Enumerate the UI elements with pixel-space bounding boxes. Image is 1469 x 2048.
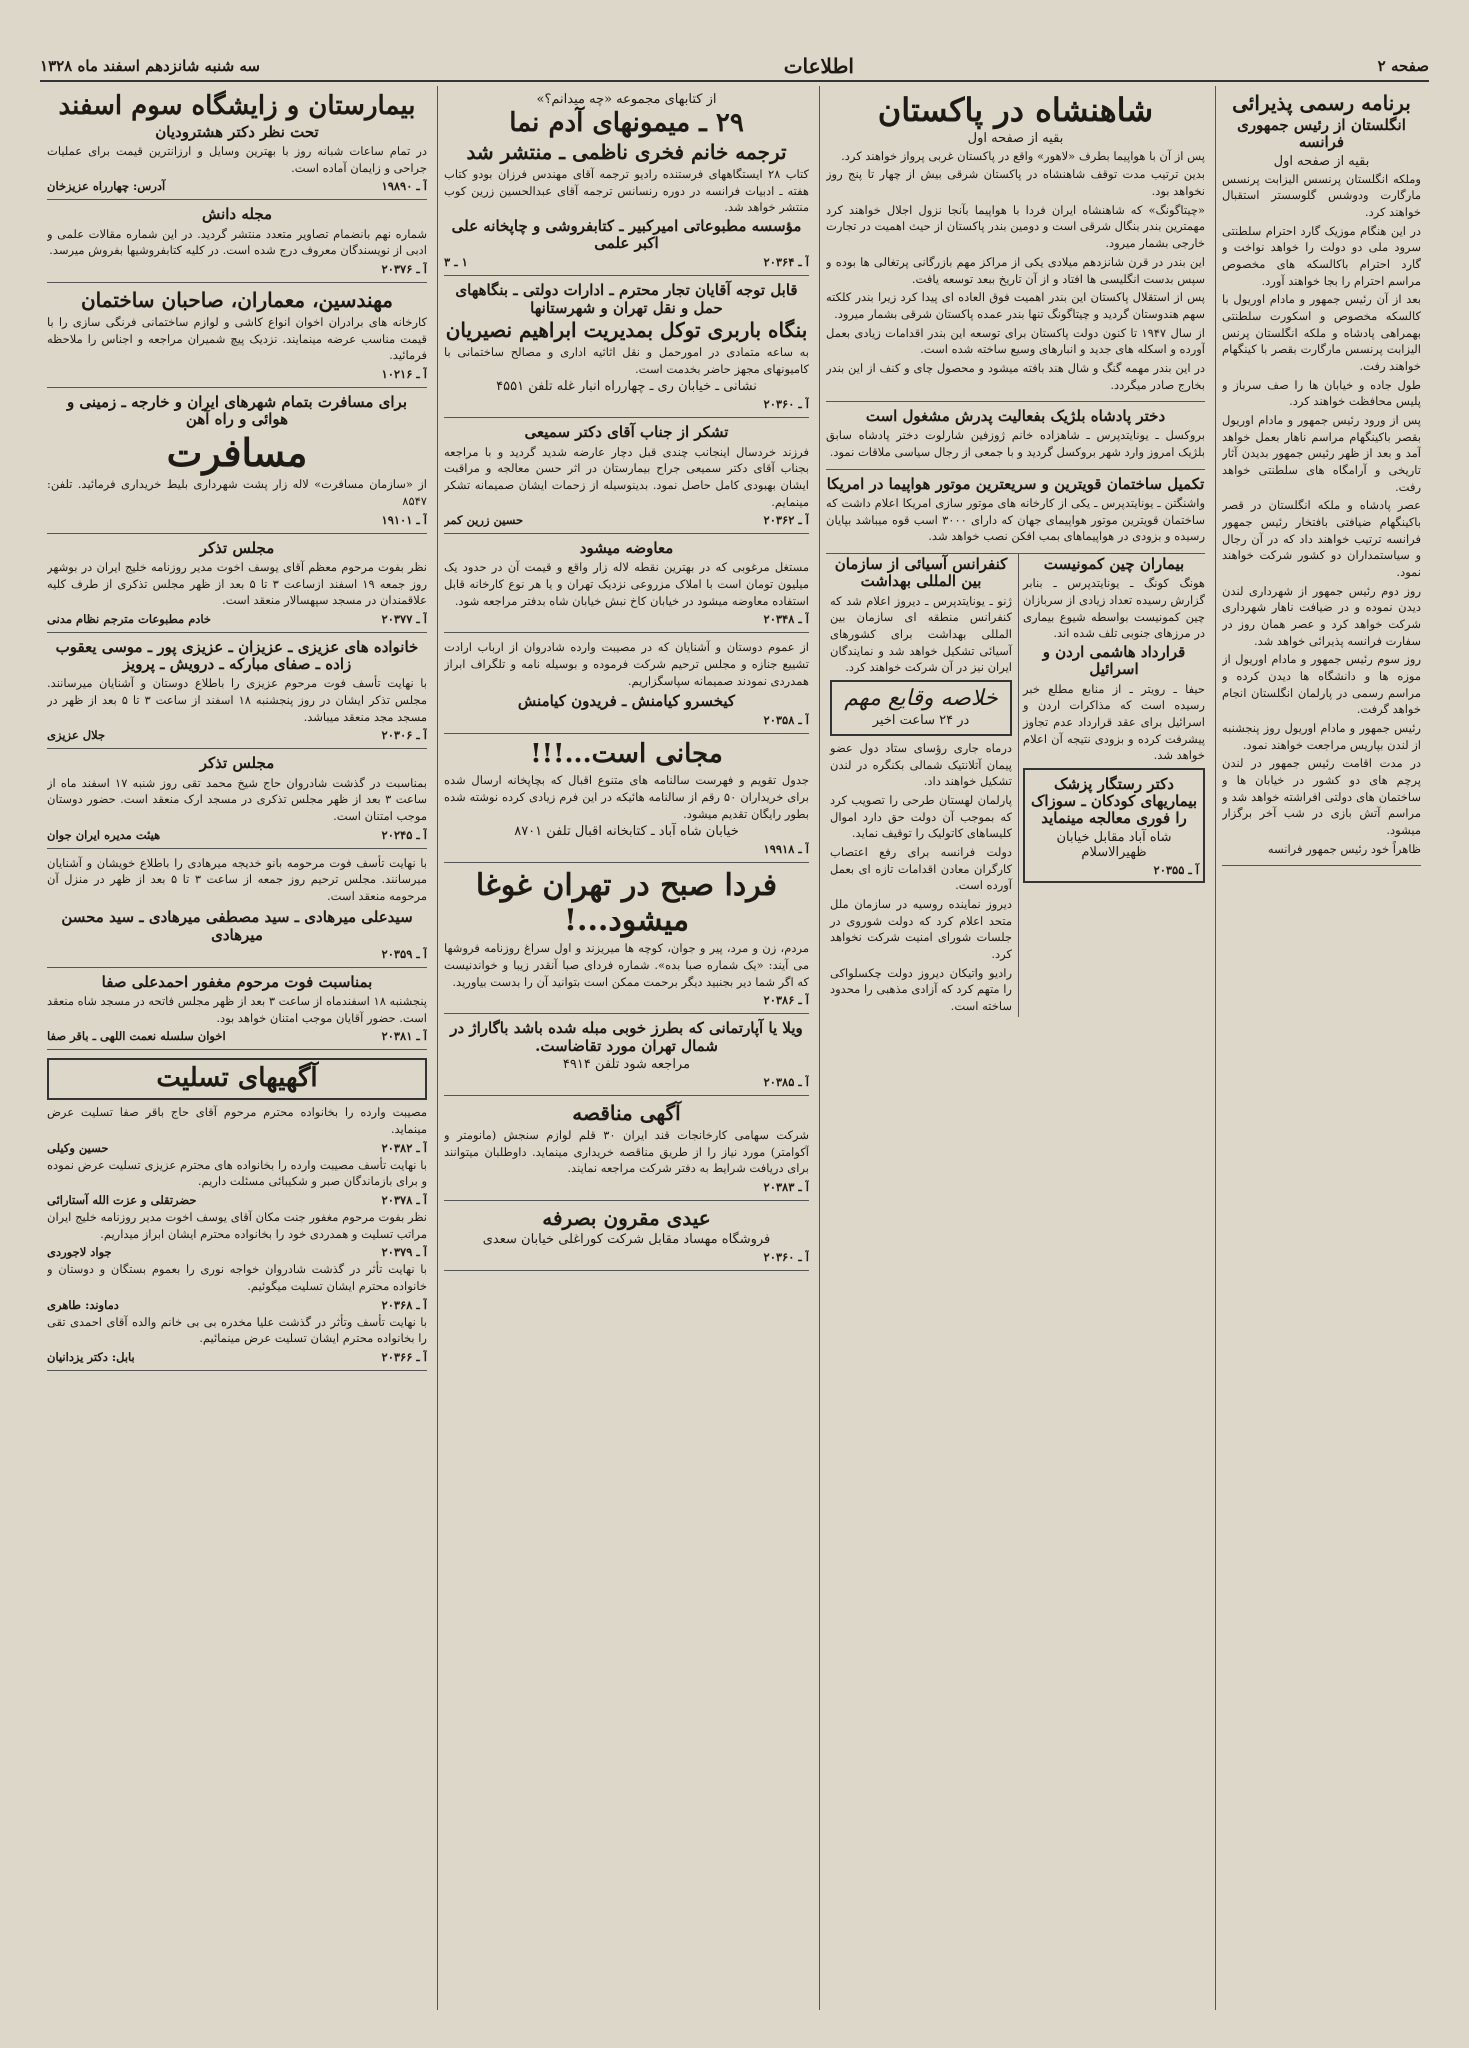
- saba-ad: [444, 863, 809, 1014]
- ad-code: آ ـ ۲۰۳۶۲ حسین زرین کمر: [444, 513, 809, 528]
- travel-ad: [47, 388, 427, 534]
- paragraph: عصر پادشاه و ملکه انگلستان در قصر باکینگهام ضیافتی بافتخار رئیس جمهور فرانسه ترتیب خواهند داد که در آن رجال و سیاستمداران دو کشور شرکت خواهند نمود.: [1222, 498, 1421, 579]
- paragraph: کتاب ۲۸ ایستگاههای فرستنده رادیو ترجمه آقای مهندس فرزان بودو کتاب هفته ـ ادبیات فرانسه در دوره رنسانس ترجمه آقای عبدالحسین زرین کوب منتشر خواهد شد.: [444, 166, 809, 215]
- article-title: دختر پادشاه بلژیک بفعالیت پدرش مشغول است: [865, 407, 1166, 426]
- brief-title: قرارداد هاشمی اردن و اسرائیل: [1042, 643, 1186, 679]
- ad-title: مهندسین، معماران، صاحبان ساختمان: [80, 288, 394, 313]
- ad-code: آ ـ ۲۰۳۶۴ ۱ ـ ۳: [444, 255, 809, 270]
- belgium-article: [826, 402, 1205, 470]
- signature: کیخسرو کیامنش ـ فریدون کیامنش: [517, 692, 736, 711]
- paragraph: ژنو ـ یونایتدپرس ـ دیروز اعلام شد که کنفرانس منطقه ای سازمان بین المللی بهداشت برای کشورهای آسیائی تشکیل خواهد شد و نمایندگان ایران نیز در آن شرکت خواهند کرد.: [830, 593, 1012, 675]
- brief-column-left: [826, 554, 1012, 1017]
- condolence-thanks: [444, 633, 809, 734]
- summary-box: [830, 680, 1012, 736]
- paragraph: «چیتاگونگ» که شاهنشاه ایران فردا با هواپیما بآنجا نزول اجلال خواهند کرد مهمترین بندر بنگال شرقی است و دومین بندر پاکستان از حیث اهمیت در تجارت خارجی بشمار میرود.: [826, 202, 1205, 251]
- paragraph: واشنگتن ـ یونایتدپرس ـ یکی از کارخانه های موتور سازی امریکا اعلام داشت که ساختمان قویترین موتور هواپیمای جهان که دارای ۳۰۰۰ اسب قوه میباشد بپایان رسیده و بزودی در هواپیماهای بمب افکن نصب خواهد شد.: [826, 496, 1205, 544]
- paragraph: با نهایت تأثر در گذشت شادروان خواجه نوری را بعموم بستگان و دوستان و خانواده محترم ایشان تسلیت میگوئیم.: [47, 1262, 427, 1293]
- ad-code: آ ـ ۲۰۳۸۵: [763, 1074, 809, 1089]
- ad-headline: مجانی است...!!!: [530, 739, 723, 770]
- book-ad: [444, 86, 809, 276]
- ad-code: آ ـ ۲۰۳۰۶ جلال عزیزی: [47, 728, 427, 743]
- paragraph: بدین ترتیب مدت توقف شاهنشاه در پاکستان شرقی بیش از چهار تا پنج روز نخواهد بود.: [826, 167, 1205, 199]
- ad-title: خانواده های عزیزی ـ عزیزان ـ عزیزی پور ـ موسی یعقوب زاده ـ صفای مبارکه ـ درویش ـ پرویز: [55, 637, 419, 674]
- paragraph: پنجشنبه ۱۸ اسفندماه از ساعت ۳ بعد از ظهر مجلس فاتحه در مسجد شاه منعقد است. حضور آقایان موجب امتنان خواهد بود.: [47, 993, 427, 1025]
- paragraph: مصیبت وارده را بخانواده محترم مرحوم آقای حاج باقر صفا تسلیت عرض مینماید.: [47, 1105, 427, 1136]
- ad-code: آ ـ ۲۰۳۷۹ جواد لاجوردی: [47, 1245, 427, 1260]
- ad-title: دکتر رستگار پزشک بیماریهای کودکان ـ سوزاک را فوری معالجه مینماید: [1030, 774, 1198, 828]
- paper-name: اطلاعات: [783, 54, 854, 78]
- ad-address: خیابان شاه آباد ـ کتابخانه اقبال تلفن ۸۷۰۱: [514, 824, 739, 840]
- ad-address: فروشگاه مهساد مقابل شرکت کوراغلی خیابان سعدی: [482, 1231, 771, 1247]
- eid-ad: [444, 1201, 809, 1271]
- paragraph: بمناسبت در گذشت شادروان حاج شیخ محمد تقی روز شنبه ۱۷ اسفند ماه از ساعت ۳ بعد از ظهر مجلس تذکری در مسجد ارک منعقد است. حضور دوستان موجب امتنان است.: [47, 775, 427, 823]
- ad-address: شاه آباد مقابل خیابان ظهیرالاسلام: [1056, 829, 1172, 860]
- summary-subtitle: در ۲۴ ساعت اخیر: [872, 712, 970, 728]
- paragraph: روز سوم رئیس جمهور و مادام اوریول از موزه ها و دانشگاه ها دیدن کرده و مراسم رسمی در پارلمان انگلستان انجام خواهد گرفت.: [1222, 652, 1421, 717]
- ad-title: مجلس تذکر: [199, 538, 275, 557]
- ad-code: آ ـ ۲۰۳۴۸: [763, 612, 809, 627]
- paragraph: نظر بفوت مرحوم مغفور جنت مکان آقای یوسف اخوت مدیر روزنامه خلیج ایران مراتب تسلیت و همدردی خود را بخانواده محترم ایشان ابراز میداریم.: [47, 1209, 427, 1241]
- paragraph: طول جاده و خیابان ها را صف سرباز و پلیس محافظت خواهند کرد.: [1222, 377, 1421, 409]
- paragraph: در این هنگام موزیک گارد احترام سلطنتی سرود ملی دو دولت را خواهد نواخت و گارد احترام باکالسکه های مخصوص مراسم احترام را بجا خواهند آورد.: [1222, 223, 1421, 288]
- column-ads-center: [437, 86, 815, 2010]
- paragraph: کارخانه های برادران اخوان انواع کاشی و لوازم ساختمانی فرنگی سازی را با قیمت مناسب عرضه مینمایند. نزدیک پیچ شمیران مراجعه و اجناس را ملاحظه فرمائید.: [47, 315, 427, 363]
- masthead: [40, 52, 1429, 82]
- continued-note: بقیه از صفحه اول: [1273, 153, 1370, 169]
- ad-title: عیدی مقرون بصرفه: [542, 1205, 711, 1230]
- ad-code: آ ـ ۲۰۳۷۶: [381, 262, 427, 277]
- paragraph: وملکه انگلستان پرنسس الیزابت پرنسس مارگارت ودوشس گلوسستر استقبال خواهند کرد.: [1222, 171, 1421, 219]
- issue-date: سه شنبه شانزدهم اسفند ماه ۱۳۲۸: [40, 57, 260, 75]
- ad-code: آ ـ ۲۰۳۸۶: [763, 993, 809, 1008]
- ad-title: بمناسبت فوت مرحوم مغفور احمدعلی صفا: [101, 972, 373, 991]
- villa-ad: [444, 1014, 809, 1096]
- paragraph: پس از استقلال پاکستان این بندر اهمیت فوق العاده ای پیدا کرد زیرا بندر کلکته سهم هندوستان گردید و چیتاگونگ تنها بندر عمده پاکستان شرقی بشمار میرود.: [826, 290, 1205, 321]
- journal-ad: [47, 200, 427, 283]
- hospital-ad: [47, 86, 427, 200]
- ad-headline: بیمارستان و زایشگاه سوم اسفند: [58, 91, 416, 121]
- paragraph: شرکت سهامی کارخانجات قند ایران ۳۰ قلم لوازم سنجش (مانومتر و آکوامتر) مورد نیاز را از طریق مناقصه خریداری مینماید. داوطلبان میتوانند برای دریافت شرایط به دفتر شرکت مراجعه نمایند.: [444, 1127, 809, 1176]
- paragraph: هونگ کونگ ـ یونایتدپرس ـ بنابر گزارش رسیده تعداد زیادی از سربازان چین کمونیست بواسطه شیوع بیماری در مرزهای جنوبی تلف شده اند.: [1023, 576, 1205, 641]
- page-number: صفحه ۲: [1377, 57, 1429, 75]
- paragraph: نظر بفوت مرحوم معظم آقای یوسف اخوت مدیر روزنامه خلیج ایران در بوشهر روز جمعه ۱۹ اسفند ازساعت ۳ تا ۵ بعد از ظهر مجلس تذکری از طرف کلیه علاقمندان در مسجد سپهسالار منعقد است.: [47, 559, 427, 608]
- summary-item: دولت فرانسه برای رفع اعتصاب کارگران معادن اقدامات تازه ای بعمل آورده است.: [830, 844, 1012, 893]
- ad-headline: قابل توجه آقایان تجار محترم ـ ادارات دولتی ـ بنگاههای حمل و نقل تهران و شهرستانها: [455, 281, 798, 317]
- brief-title: کنفرانس آسیائی از سازمان بین المللی بهداشت: [834, 555, 1008, 591]
- publisher: مؤسسه مطبوعاتی امیرکبیر ـ کتابفروشی و چاپخانه علی اکبر علمی: [451, 216, 802, 253]
- brief-column-right: [1018, 554, 1205, 1017]
- paragraph: فرزند خردسال اینجانب چندی قبل دچار عارضه شدید گردید و با مراجعه بجناب آقای دکتر سمیعی جراح بیمارستان در اثر حسن معالجه و مراقبت ایشان بهبودی کامل حاصل نمود. بدینوسیله از زحمات ایشان صمیمانه تشکر مینمایم.: [444, 444, 809, 509]
- article-title: برنامه رسمی پذیرائی: [1232, 91, 1411, 115]
- paragraph: ظاهراً خود رئیس جمهور فرانسه: [1267, 841, 1421, 856]
- paragraph: از عموم دوستان و آشنایان که در مصیبت وارده شادروان از ارباب ارادت تشییع جنازه و مجلس ترحیم شرکت فرموده و بوسیله نامه و تلگراف ابراز همدردی نمودند صمیمانه سپاسگزاریم.: [444, 640, 809, 688]
- paragraph: در تمام ساعات شبانه روز با بهترین وسایل و ارزانترین قیمت برای عملیات جراحی و زایمان آماده است.: [47, 144, 427, 175]
- engine-article: [826, 470, 1205, 554]
- ad-code: آ ـ ۲۰۳۸۳: [763, 1179, 809, 1194]
- memorial-ad-2: [47, 749, 427, 848]
- ad-title: تشکر از جناب آقای دکتر سمیعی: [524, 423, 729, 442]
- paragraph: در مدت اقامت رئیس جمهور در لندن پرچم های دو کشور در خیابان ها و ساختمان های دولتی افراشته خواهد شد و مراسم آتش بازی در شب آخر برگزار میشود.: [1222, 756, 1421, 838]
- paragraph: رئیس جمهور و مادام اوریول روز پنجشنبه از لندن بپاریس مراجعت خواهند نمود.: [1222, 721, 1421, 752]
- article-subtitle: انگلستان از رئیس جمهوری فرانسه: [1237, 116, 1406, 152]
- ad-headline: فردا صبح در تهران غوغا میشود...!: [475, 868, 778, 938]
- paragraph: شماره نهم بانضمام تصاویر متعدد منتشر گردید. در این شماره مقالات علمی و ادبی از نویسندگان معروف درج شده است. در کلیه کتابفروشیها بفروش میرسد.: [47, 226, 427, 258]
- ad-code: آ ـ ۱۹۱۰۱: [381, 512, 427, 527]
- series-title: از کتابهای مجموعه «چه میدانم؟»: [536, 92, 717, 107]
- section-title: آگهیهای تسلیت: [47, 1058, 427, 1100]
- paragraph: در این بندر مهمه گنگ و شال هند بافته میشود و محصول چای و کنف از این بندر بخارج صادر میگردد.: [826, 360, 1205, 392]
- ad-headline: برای مسافرت بتمام شهرهای ایران و خارجه ـ زمینی و هوائی و راه آهن: [66, 393, 408, 429]
- ad-title: آگهی مناقصه: [572, 1100, 681, 1125]
- tender-ad: [444, 1096, 809, 1201]
- paragraph: حیفا ـ رویتر ـ از منابع مطلع خبر رسیده است که مذاکرات اردن و اسرائیل برای عقد قرارداد عدم تجاوز پیشرفت کرده و بزودی نتیجه آن اعلام خواهد شد.: [1023, 681, 1205, 763]
- ad-code: آ ـ ۲۰۳۶۰: [763, 1249, 809, 1264]
- pakistan-article: [826, 86, 1205, 402]
- paragraph: با نهایت تأسف فوت مرحومه بانو خدیجه میرهادی را باطلاع خویشان و آشنایان میرسانند. مجلس ترحیم روز جمعه از ساعت ۳ تا ۵ بعد از ظهر در منزل آن مرحومه منعقد است.: [47, 855, 427, 904]
- news-briefs: [826, 554, 1205, 1017]
- book-translator: ترجمه خانم فخری ناظمی ـ منتشر شد: [466, 139, 787, 164]
- ad-address: نشانی ـ خیابان ری ـ چهارراه انبار غله تلفن ۴۵۵۱: [496, 379, 757, 395]
- paragraph: جدول تقویم و فهرست سالنامه های متنوع اقبال که بچاپخانه ارسال شده برای خریداران ۵۰ رقم از سالنامه هائیکه در این فرم زیادی کرده نوشته شده بطور رایگان تقدیم میشود.: [444, 773, 809, 821]
- exchange-ad: [444, 534, 809, 633]
- ad-code: آ ـ ۲۰۳۷۷ خادم مطبوعات مترجم نظام مدنی: [47, 611, 427, 626]
- ad-code: آ ـ ۱۹۹۱۸: [763, 842, 809, 857]
- summary-item: دیروز نماینده روسیه در سازمان ملل متحد اعلام کرد که دولت شوروی در جلسات شورای امنیت شرکت نخواهد کرد.: [830, 896, 1012, 961]
- free-ad: [444, 734, 809, 863]
- paragraph: از «سازمان مسافرت» لاله زار پشت شهرداری بلیط خریداری فرمائید. تلفن: ۸۵۴۷: [47, 477, 427, 508]
- summary-item: پارلمان لهستان طرحی را تصویب کرد که بموجب آن دولت حق دارد اموال کلیساهای کاتولیک را توقیف نماید.: [830, 792, 1012, 841]
- paragraph: مستغل مرغوبی که در بهترین نقطه لاله زار واقع و قیمت آن در حدود یک میلیون تومان است با املاک مزروعی نزدیک تهران و یا هر نوع کارخانه قابل استفاده معاوضه میشود در خیابان کاخ نبش خیابان شاه بدفتر مراجعه شود.: [444, 560, 809, 608]
- ad-title: معاوضه میشود: [579, 539, 674, 558]
- paragraph: مردم، زن و مرد، پیر و جوان، کوچه ها میریزند و اول سراغ روزنامه فروشها می آیند: «یک شماره صبا بده». شماره فردای صبا آنقدر زیبا و خواندنیست که اگر شما دیر بجنبید دیگر برحمت ممکن است بتوانید آن را بدست بیاورید.: [444, 941, 809, 989]
- ad-phone: مراجعه شود تلفن ۴۹۱۴: [562, 1056, 691, 1072]
- ad-code: آ ـ ۲۰۳۷۸ حضرتقلی و عزت الله آستارائی: [47, 1192, 427, 1207]
- brief-title: بیماران چین کمونیست: [1043, 555, 1185, 574]
- paragraph: با نهایت تأسف وتأثر در گذشت علیا مخدره بی بی خانم والده آقای احمدی تقی را بخانواده محترم ایشان تسلیت عرض مینمائیم.: [47, 1314, 427, 1346]
- doctor-ad: [1023, 768, 1205, 883]
- ad-code: آ ـ ۲۰۳۶۸ دماوند: طاهری: [47, 1297, 427, 1312]
- paragraph: از سال ۱۹۴۷ تا کنون دولت پاکستان برای توسعه این بندر اقدامات زیادی بعمل آورده و اسکله های جدید و انبارهای وسیع ساخته شده است.: [826, 325, 1205, 357]
- paragraph: این بندر در قرن شانزدهم میلادی یکی از مراکز مهم بازرگانی پرتغالی ها بوده و سپس بدست انگلیسی ها افتاد و از آن تاریخ ببعد توسعه یافت.: [826, 254, 1205, 286]
- memorial-ad-4: [47, 968, 427, 1051]
- paragraph: روز دوم رئیس جمهور از شهرداری لندن دیدن نموده و در ضیافت ناهار شهرداری شرکت خواهد کرد و عصر همان روز در سفارت فرانسه پذیرائی خواهد شد.: [1222, 583, 1421, 648]
- memorial-ad-3: [47, 849, 427, 968]
- memorial-ad-1: [47, 534, 427, 633]
- column-pakistan: [819, 86, 1211, 2010]
- paragraph: با نهایت تأسف مصیبت وارده را بخانواده های محترم عزیزی تسلیت عرض نموده و برای بازماندگان صبر و شکیبائی مسئلت داریم.: [47, 1157, 427, 1189]
- ad-subtitle: تحت نظر دکتر هشترودیان: [155, 122, 319, 141]
- ad-title: مسافرت: [166, 429, 308, 475]
- ad-code: آ ـ ۲۰۳۸۲ حسین وکیلی: [47, 1140, 427, 1155]
- summary-title: خلاصه وقایع مهم: [844, 685, 998, 711]
- paragraph: با نهایت تأسف فوت مرحوم عزیزی را باطلاع دوستان و آشنایان میرسانند. مجلس تذکر ایشان در روز پنجشنبه ۱۸ اسفند از ساعت ۳ تا ۵ بعد از ظهر در مسجد مجد منعقد میباشد.: [47, 676, 427, 724]
- article-title: شاهنشاه در پاکستان: [877, 91, 1154, 129]
- ad-code: آ ـ ۲۰۳۸۱ اخوان سلسله نعمت اللهی ـ باقر صفا: [47, 1029, 427, 1044]
- ad-title: ویلا یا آپارتمانی که بطرز خوبی مبله شده باشد باگاراژ در شمال تهران مورد تقاضاست.: [450, 1019, 803, 1055]
- article-title: تکمیل ساختمان قویترین و سریعترین موتور هواپیما در امریکا: [826, 474, 1205, 493]
- ad-title: مجله دانش: [201, 205, 273, 224]
- ad-code: آ ـ ۲۰۳۶۶ بابل: دکتر یزدانیان: [47, 1349, 427, 1364]
- condolences-section: [47, 1050, 427, 1371]
- paragraph: پس از آن با هواپیما بطرف «لاهور» واقع در پاکستان غربی پرواز خواهند کرد.: [841, 148, 1205, 163]
- ad-code: آ ـ ۲۰۳۵۹: [381, 946, 427, 961]
- ad-code: آ ـ ۱۹۸۹۰ آدرس: چهارراه عزیزخان: [47, 179, 427, 194]
- book-title: ۲۹ ـ میمونهای آدم نما: [509, 108, 744, 138]
- ad-code: آ ـ ۲۰۳۵۸: [763, 713, 809, 728]
- company-name: بنگاه باربری توکل بمدیریت ابراهیم نصیریان: [445, 317, 808, 342]
- transport-ad: [444, 276, 809, 418]
- summary-item: رادیو واتیکان دیروز دولت چکسلواکی را متهم کرد که آزادی مذهبی را محدود ساخته است.: [830, 965, 1012, 1013]
- engineers-ad: [47, 283, 427, 388]
- reception-article: [1222, 86, 1421, 866]
- continued-note: بقیه از صفحه اول: [967, 130, 1064, 146]
- thanks-ad: [444, 418, 809, 534]
- signature: سیدعلی میرهادی ـ سید مصطفی میرهادی ـ سید محسن میرهادی: [61, 907, 413, 944]
- column-ads-left: [41, 86, 433, 2010]
- paragraph: بروکسل ـ یونایتدپرس ـ شاهزاده خانم ژوزفین شارلوت دختر پادشاه سابق بلژیک امروز وارد شهر بروکسل گردید و با جمعی از رجال سیاسی ملاقات نمود.: [826, 428, 1205, 460]
- paragraph: به ساعه متمادی در امورحمل و نقل اثاثیه اداری و مصالح ساختمانی با کامیونهای مجهز حاضر بخدمت است.: [444, 344, 809, 376]
- ad-code: آ ـ ۲۰۳۶۰: [763, 397, 809, 412]
- paragraph: بعد از آن رئیس جمهور و مادام اوریول با کالسکه مخصوص و اسکورت سلطنتی بهمراهی پادشاه و ملکه انگلستان پرنس الیزابت پرنسس مارگارت بقصر با کینگهام خواهند رفت.: [1222, 292, 1421, 373]
- ad-code: آ ـ ۲۰۲۴۵ هیئت مدیره ایران جوان: [47, 827, 427, 842]
- column-reception: [1215, 86, 1427, 2010]
- paragraph: پس از ورود رئیس جمهور و مادام اوریول بقصر باکینگهام مراسم ناهار بعمل خواهد آمد و بعد از ظهر رئیس جمهور بدیدن آثار تاریخی و آرامگاه های سلطنتی خواهد رفت.: [1222, 412, 1421, 494]
- summary-item: درماه جاری رؤسای ستاد دول عضو پیمان آتلانتیک شمالی بکنگره در لندن تشکیل خواهند داد.: [830, 740, 1012, 789]
- ad-code: آ ـ ۱۰۲۱۶: [381, 367, 427, 382]
- ad-title: مجلس تذکر: [199, 754, 275, 773]
- ad-code: آ ـ ۲۰۳۵۵: [1153, 862, 1199, 877]
- families-ad: [47, 633, 427, 750]
